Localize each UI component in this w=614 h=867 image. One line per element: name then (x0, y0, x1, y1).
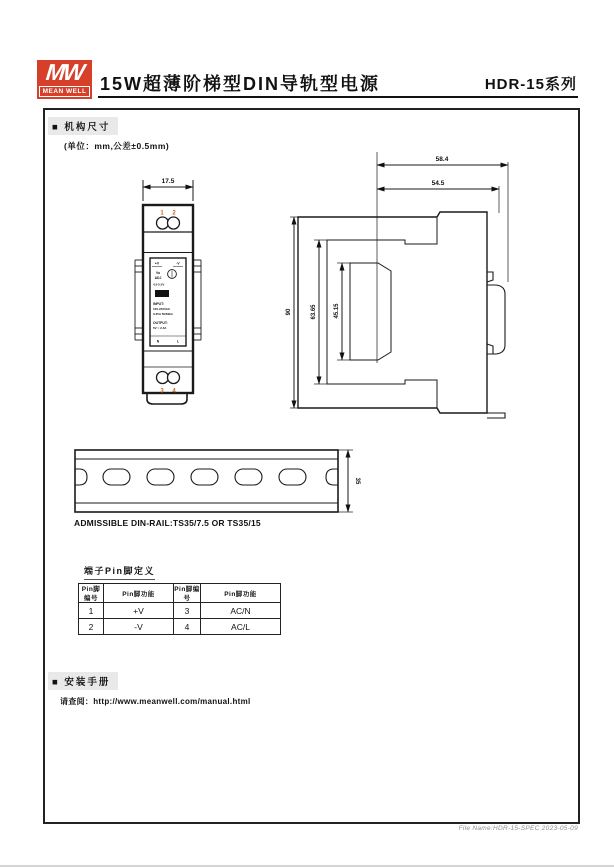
section-install-heading: ■ 安装手册 (48, 672, 118, 690)
front-bottom-terminal-holes (157, 372, 180, 384)
side-step1-edges (327, 217, 437, 408)
section-mechanical-heading: ■ 机构尺寸 (48, 117, 118, 135)
front-pin1-label: 1 (160, 210, 164, 217)
rail-dim-35 (338, 450, 360, 512)
pin-table-title: 端子Pin脚定义 (84, 564, 155, 580)
label-pos-terminal: +V (154, 261, 160, 266)
side-dim-90-label: 90 (286, 308, 292, 316)
label-output-rating: 5V = 2.4A (153, 326, 167, 330)
side-dim-63-65 (311, 240, 327, 384)
pin-function-cell: -V (104, 619, 174, 635)
pin-table-row (79, 603, 281, 619)
front-view-drawing (135, 178, 201, 404)
label-vo: Vo (155, 271, 161, 275)
pin-table-header: Pin脚编号 (79, 584, 104, 603)
side-dim-58-4 (377, 156, 508, 282)
label-input-voltage: 100-240VAC (153, 307, 171, 311)
side-dim-54-5 (377, 180, 499, 213)
label-neutral-terminal: N (156, 339, 160, 344)
label-input-current: 0.35A 50/60Hz (153, 312, 173, 316)
din-rail-drawing (75, 450, 360, 512)
front-width-dimension (143, 178, 193, 201)
side-dim-45-15-label: 45.15 (334, 303, 340, 319)
series-name: HDR-15系列 (484, 76, 577, 93)
pin-number-cell: 2 (79, 619, 104, 635)
units-note: (单位：mm,公差±0.5mm) (64, 141, 170, 151)
front-width-dim-label: 17.5 (161, 178, 175, 185)
pin-definition-table (78, 583, 281, 635)
din-rail-caption: ADMISSIBLE DIN-RAIL:TS35/7.5 OR TS35/15 (74, 518, 261, 528)
page-title: 15W超薄阶梯型DIN导轨型电源 (100, 74, 381, 94)
front-pin4-label: 4 (172, 388, 176, 395)
front-device-label (150, 258, 186, 346)
file-name-note: File Name:HDR-15-SPEC 2023-05-09 (458, 825, 578, 832)
pin-function-cell: AC/N (201, 603, 281, 619)
pin-function-cell: +V (104, 603, 174, 619)
rail-dim-35-label: 35 (354, 477, 360, 485)
side-step2-edges (350, 263, 391, 360)
side-body-outline (298, 212, 487, 413)
side-dim-90 (286, 217, 298, 408)
pin-function-cell: AC/L (201, 619, 281, 635)
label-adjust-range: 4.5-5.5V (153, 282, 165, 287)
label-input-title: INPUT: (153, 302, 164, 306)
din-rail-slots (75, 469, 338, 485)
pin-table-row (79, 619, 281, 635)
side-view-drawing (286, 152, 508, 418)
label-mw-logo-icon: MW (158, 291, 166, 297)
pin-number-cell: 1 (79, 603, 104, 619)
label-line-terminal: L (176, 339, 180, 344)
side-dim-58-4-label: 58.4 (435, 156, 449, 163)
front-pin2-label: 2 (172, 210, 176, 217)
meanwell-logo-mw-icon: MW (44, 59, 85, 85)
pin-table-header: Pin脚编号 (174, 584, 201, 603)
install-manual-note: 请查阅：http://www.meanwell.com/manual.html (60, 697, 251, 706)
side-dim-63-65-label: 63.65 (311, 304, 317, 320)
front-pin3-label: 3 (160, 388, 164, 395)
pin-number-cell: 3 (174, 603, 201, 619)
pin-table-header-row (79, 584, 281, 603)
side-dim-45-15 (334, 263, 350, 360)
side-din-clip (487, 272, 505, 418)
pin-table-header: Pin脚功能 (201, 584, 281, 603)
front-bottom-cap (147, 393, 187, 404)
meanwell-logo-brand: MEAN WELL (39, 86, 90, 97)
pin-table-header: Pin脚功能 (104, 584, 174, 603)
label-output-title: OUTPUT: (153, 321, 168, 325)
label-adj: ADJ (154, 276, 162, 280)
label-neg-terminal: -V (176, 261, 180, 266)
front-top-terminal-holes (157, 217, 180, 229)
side-dim-54-5-label: 54.5 (431, 180, 445, 187)
pin-number-cell: 4 (174, 619, 201, 635)
